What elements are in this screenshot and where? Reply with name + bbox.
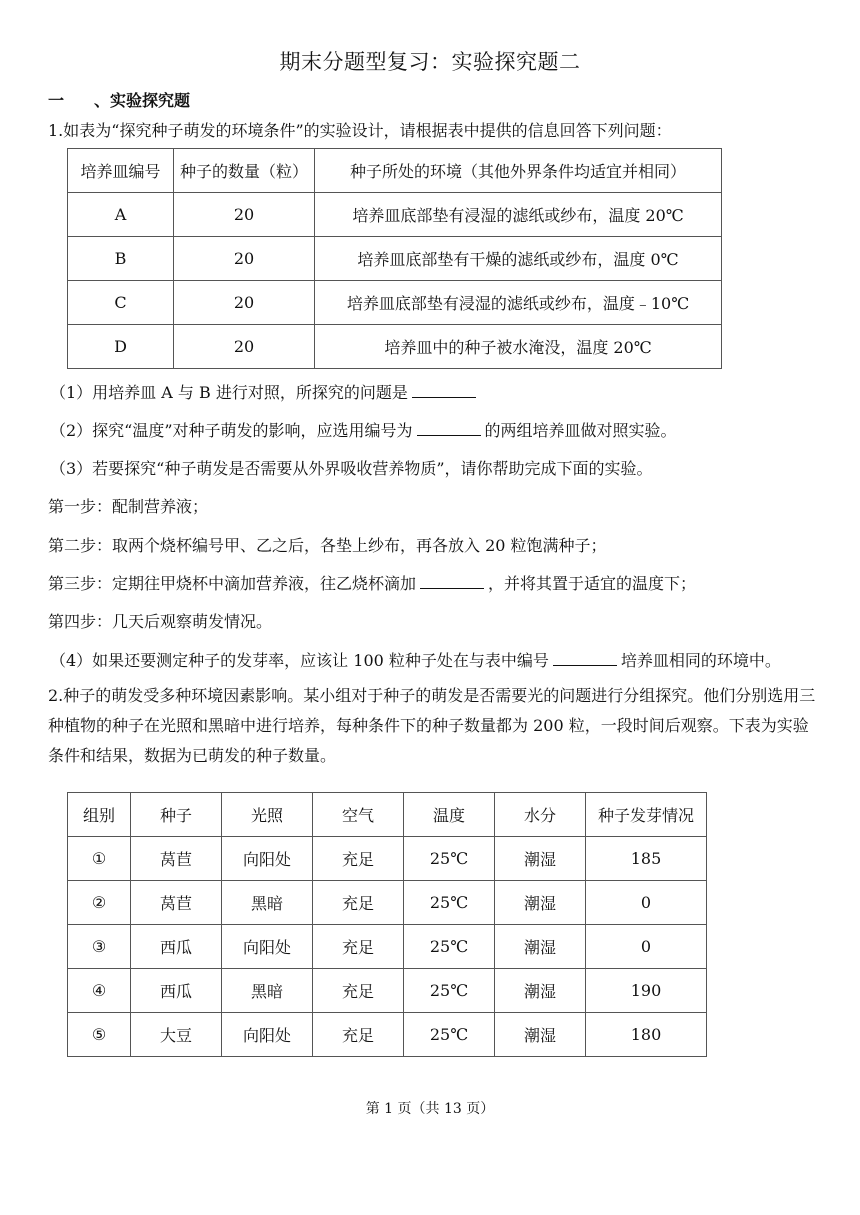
table-cell: ③ [68,925,131,969]
q2-stem: 2.种子的萌发受多种环境因素影响。某小组对于种子的萌发是否需要光的问题进行分组探究。他们分别选用三种植物的种子在光照和黑暗中进行培养，每种条件下的种子数量都为 200 粒，一段时间后观察。下表为实验条件和结果，数据为已萌发的种子数量。 [48,686,816,765]
q1-step1: 第一步：配制营养液； [48,497,209,516]
table-cell: 20 [174,281,315,325]
table-cell: ① [68,837,131,881]
q1-stem: 1.如表为“探究种子萌发的环境条件”的实验设计，请根据表中提供的信息回答下列问题： [48,121,672,140]
q1-part1-text: （1）用培养皿 A 与 B 进行对照，所探究的问题是 [50,383,408,402]
table-cell: 潮湿 [495,1013,586,1057]
table-row [68,1013,707,1057]
header-cell: 种子 [131,793,222,837]
header-cell: 种子发芽情况 [586,793,707,837]
answer-blank[interactable] [417,434,481,436]
q1-part3: （3）若要探究“种子萌发是否需要从外界吸收营养物质”，请你帮助完成下面的实验。 [50,459,653,478]
table-cell: 莴苣 [131,881,222,925]
table-cell: 潮湿 [495,925,586,969]
table-cell: 黑暗 [222,881,313,925]
table-cell: 185 [586,837,707,881]
q1-part2-text-end: 的两组培养皿做对照实验。 [484,421,677,440]
table-cell: 20 [174,325,315,369]
table-cell: 培养皿中的种子被水淹没，温度 20℃ [315,325,722,369]
table-row [68,281,722,325]
answer-blank[interactable] [553,664,617,666]
table-cell: 黑暗 [222,969,313,1013]
q2-table [67,792,707,1057]
table-row [68,193,722,237]
answer-blank[interactable] [420,587,484,589]
table-cell: 25℃ [404,881,495,925]
table-cell: 充足 [313,1013,404,1057]
table-cell: 25℃ [404,1013,495,1057]
q1-step3-text: 第三步：定期往甲烧杯中滴加营养液，往乙烧杯滴加 [48,574,417,593]
table-cell: 潮湿 [495,837,586,881]
table-cell: 180 [586,1013,707,1057]
header-cell: 水分 [495,793,586,837]
table-cell: 20 [174,193,315,237]
q1-part4 [50,648,781,671]
table-cell: A [68,193,174,237]
header-cell: 光照 [222,793,313,837]
table-row [68,237,722,281]
header-cell: 温度 [404,793,495,837]
header-cell: 空气 [313,793,404,837]
table-cell: 向阳处 [222,837,313,881]
q1-part1 [50,380,480,403]
table-cell: 充足 [313,837,404,881]
answer-blank[interactable] [412,396,476,398]
section-title: 、实验探究题 [94,91,191,110]
table-header-row [68,793,707,837]
table-cell: 培养皿底部垫有浸湿的滤纸或纱布，温度 20℃ [315,193,722,237]
table-cell: 莴苣 [131,837,222,881]
table-row [68,881,707,925]
table-cell: 20 [174,237,315,281]
table-cell: 190 [586,969,707,1013]
table-cell: 充足 [313,881,404,925]
table-cell: 向阳处 [222,1013,313,1057]
section-number: 一 [48,91,65,110]
table-cell: D [68,325,174,369]
table-cell: 培养皿底部垫有干燥的滤纸或纱布，温度 0℃ [315,237,722,281]
table-row [68,969,707,1013]
q1-part2 [50,418,677,441]
page-footer: 第 1 页（共 13 页） [365,1101,495,1117]
header-cell: 种子所处的环境（其他外界条件均适宜并相同） [315,149,722,193]
header-cell: 培养皿编号 [68,149,174,193]
header-cell: 种子的数量（粒） [174,149,315,193]
table-cell: 充足 [313,925,404,969]
q1-step2: 第二步：取两个烧杯编号甲、乙之后，各垫上纱布，再各放入 20 粒饱满种子； [48,536,607,555]
table-cell: 西瓜 [131,925,222,969]
table-cell: ④ [68,969,131,1013]
table-cell: 0 [586,925,707,969]
table-cell: 向阳处 [222,925,313,969]
table-row [68,925,707,969]
table-cell: 25℃ [404,837,495,881]
table-header-row [68,149,722,193]
table-cell: 潮湿 [495,881,586,925]
header-cell: 组别 [68,793,131,837]
q1-step3 [48,571,696,594]
q1-part4-text-end: 培养皿相同的环境中。 [620,651,781,670]
q1-part2-text: （2）探究“温度”对种子萌发的影响，应选用编号为 [50,421,413,440]
table-cell: 大豆 [131,1013,222,1057]
q1-part4-text: （4）如果还要测定种子的发芽率，应该让 100 粒种子处在与表中编号 [50,651,549,670]
table-row [68,837,707,881]
q1-step4: 第四步：几天后观察萌发情况。 [48,612,273,631]
page-title: 期末分题型复习：实验探究题二 [279,50,581,74]
table-cell: 25℃ [404,969,495,1013]
table-cell: ② [68,881,131,925]
q1-step3-text-end: ，并将其置于适宜的温度下； [488,574,697,593]
table-cell: B [68,237,174,281]
table-cell: C [68,281,174,325]
table-row [68,325,722,369]
table-cell: 西瓜 [131,969,222,1013]
q1-table [67,148,722,369]
table-cell: 培养皿底部垫有浸湿的滤纸或纱布，温度﹣10℃ [315,281,722,325]
table-cell: ⑤ [68,1013,131,1057]
section-heading [48,88,190,111]
table-cell: 潮湿 [495,969,586,1013]
table-cell: 25℃ [404,925,495,969]
table-cell: 充足 [313,969,404,1013]
table-cell: 0 [586,881,707,925]
